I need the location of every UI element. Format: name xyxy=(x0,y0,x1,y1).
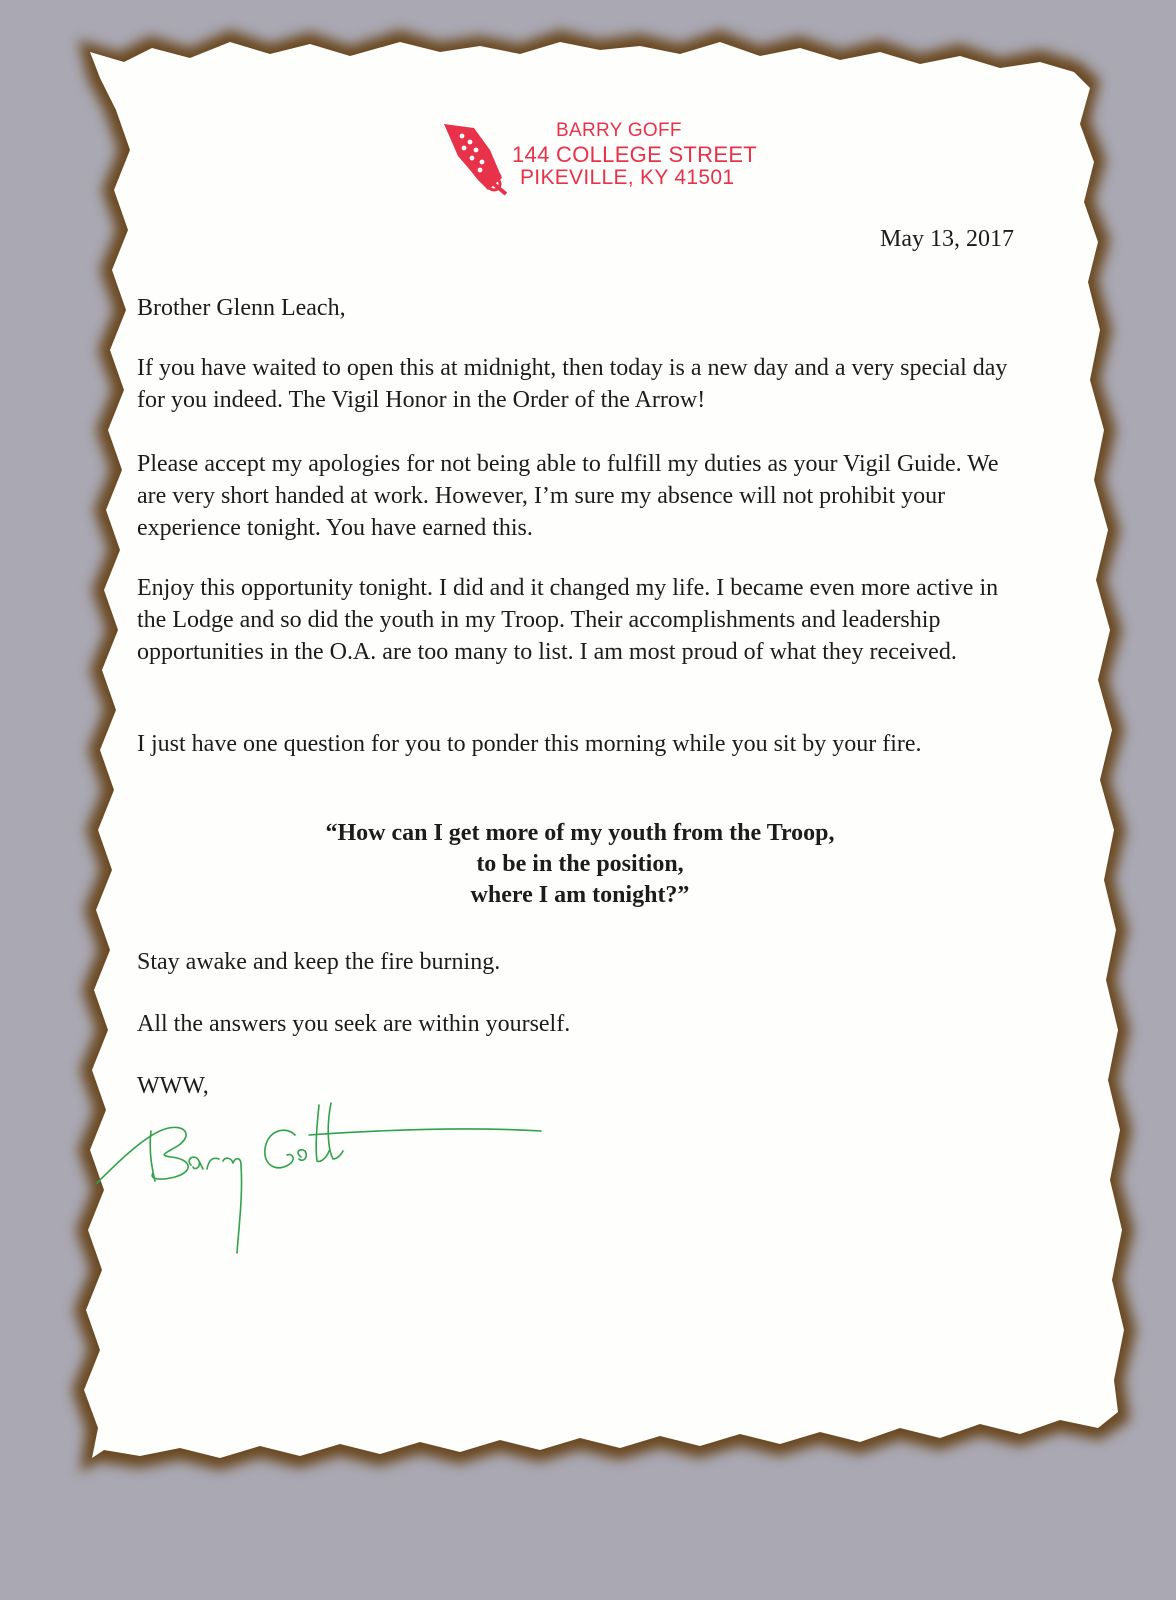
letterhead-stamp xyxy=(440,118,758,198)
closing-line-1: Stay awake and keep the fire burning. xyxy=(137,949,501,975)
signature xyxy=(95,1095,565,1265)
quote-line-2: to be in the position, xyxy=(476,851,684,877)
paragraph-3: Enjoy this opportunity tonight. I did and it changed my life. I became even more active in the Lodge and so did the youth in my Troop. Their accomplishments and leadership opportunities in the O.A. are too many to list. I am most proud of what they received. xyxy=(137,575,999,665)
closing-line-2: All the answers you seek are within yourself. xyxy=(137,1011,571,1037)
letterhead-name: BARRY GOFF xyxy=(556,120,682,141)
sign-off: WWW, xyxy=(137,1073,209,1099)
paragraph-1: If you have waited to open this at midnight, then today is a new day and a very special day for you indeed. The Vigil Honor in the Order of the Arrow! xyxy=(137,355,1008,413)
salutation: Brother Glenn Leach, xyxy=(137,295,346,321)
quote-line-3: where I am tonight?” xyxy=(470,882,690,908)
paragraph-2: Please accept my apologies for not being able to fulfill my duties as your Vigil Guide. We are very short handed at work. However, I’m sure my absence will not prohibit your experience tonight. You have earned this. xyxy=(137,451,999,541)
quote-line-1: “How can I get more of my youth from the Troop, xyxy=(325,820,835,846)
paragraph-4: I just have one question for you to ponder this morning while you sit by your fire. xyxy=(137,731,922,757)
letterhead-city: PIKEVILLE, KY 41501 xyxy=(520,166,735,189)
arrowhead-icon xyxy=(440,120,510,198)
quote-block xyxy=(150,818,1010,911)
letter-date: May 13, 2017 xyxy=(880,226,1014,252)
letterhead-street: 144 COLLEGE STREET xyxy=(512,142,758,167)
